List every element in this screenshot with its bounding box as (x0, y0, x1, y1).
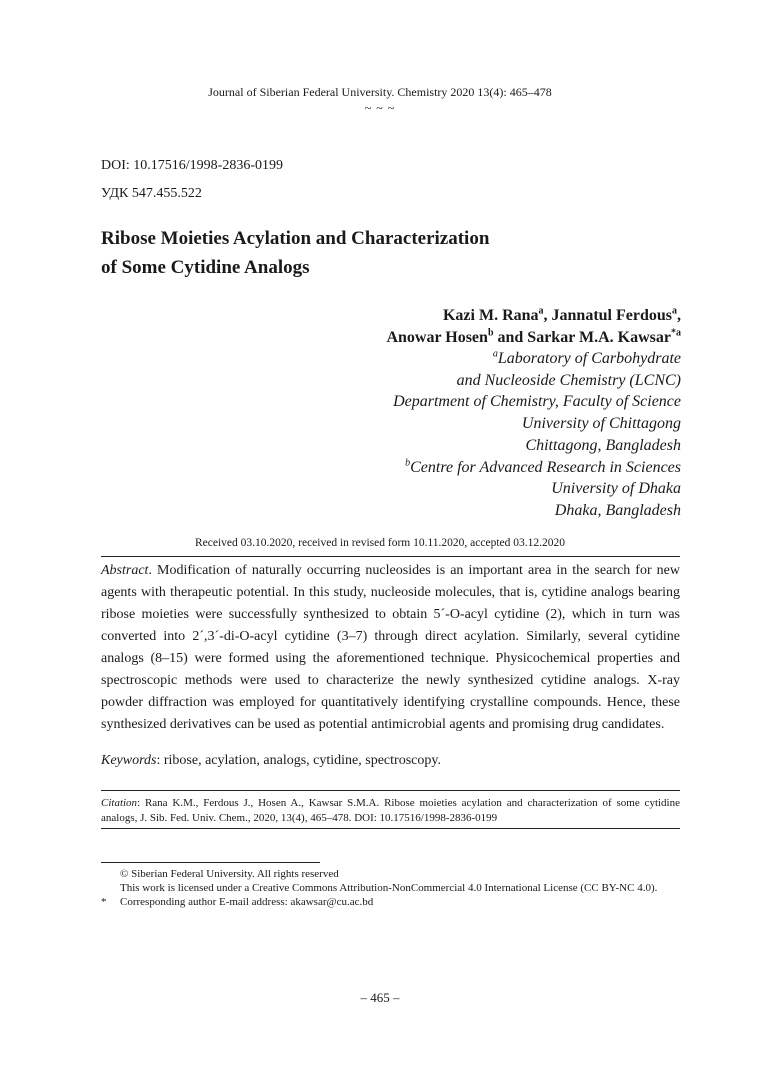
footnote-divider (101, 862, 320, 863)
keywords (101, 751, 680, 771)
title-line-2: of Some Cytidine Analogs (101, 257, 310, 278)
footnote-copyright: © Siberian Federal University. All rights reserved (120, 868, 339, 880)
author-name: Sarkar M.A. Kawsar (527, 329, 671, 346)
divider (101, 790, 680, 791)
article-title (101, 224, 489, 282)
citation-label: Citation (101, 797, 138, 809)
udc-code: УДК 547.455.522 (101, 186, 202, 201)
author-affil-mark: b (487, 327, 494, 339)
affil-mark: a (492, 348, 498, 360)
affil-a-line: and Nucleoside Chemistry (LCNC) (456, 371, 681, 389)
abstract-label: Abstract (101, 563, 149, 578)
affil-b-line (393, 457, 681, 479)
affil-text: Laboratory of Carbohydrate (497, 350, 681, 367)
authors-line-2 (386, 327, 681, 349)
author-affil-mark: *a (671, 327, 681, 339)
author-separator: , (543, 307, 552, 324)
affil-a-line (393, 348, 681, 370)
author-affil-mark: a (672, 305, 677, 317)
abstract (101, 560, 680, 736)
citation (101, 796, 680, 826)
author-name: Anowar Hosen (386, 329, 488, 346)
footnote-corresponding (101, 896, 701, 910)
author-name: Kazi M. Rana (442, 307, 539, 324)
received-dates: Received 03.10.2020, received in revised form 10.11.2020, accepted 03.12.2020 (194, 537, 566, 549)
author-list (386, 305, 681, 349)
author-separator: , (677, 307, 681, 324)
page-number: – 465 – (360, 990, 400, 1005)
footnote-license: This work is licensed under a Creative Commons Attribution-NonCommercial 4.0 International License (CC BY-NC 4.0). (120, 882, 658, 894)
keywords-label: Keywords (101, 753, 157, 768)
journal-header: Journal of Siberian Federal University. Chemistry 2020 13(4): 465–478 (208, 85, 552, 99)
affil-text: Centre for Advanced Research in Sciences (410, 458, 681, 476)
affil-a-line: Department of Chemistry, Faculty of Science (393, 393, 681, 411)
citation-text: : Rana K.M., Ferdous J., Hosen A., Kawsar S.M.A. Ribose moieties acylation and characterization of some cytidine analogs, J. Sib. Fed. Univ. Chem., 2020, 13(4), 465–478. DOI: 10.17516/1998-2836-0199 (101, 797, 680, 824)
affil-b-line: Dhaka, Bangladesh (554, 501, 681, 519)
affil-a-line: Chittagong, Bangladesh (525, 436, 681, 454)
affiliations (393, 348, 681, 522)
title-line-1: Ribose Moieties Acylation and Characterization (101, 228, 490, 249)
affil-mark: b (405, 457, 411, 469)
authors-line-1 (386, 305, 681, 327)
header-ornament: ~ ~ ~ (364, 101, 396, 115)
affil-b-line: University of Dhaka (551, 480, 681, 498)
divider (101, 556, 680, 557)
keywords-text: : ribose, acylation, analogs, cytidine, spectroscopy. (156, 753, 441, 768)
corresponding-text: Corresponding author E-mail address: akawsar@cu.ac.bd (120, 896, 374, 908)
author-affil-mark: a (538, 305, 544, 317)
doi: DOI: 10.17516/1998-2836-0199 (101, 158, 283, 173)
abstract-text: . Modification of naturally occurring nucleosides is an important area in the search for new agents with therapeutic potential. In this study, nucleoside molecules, that is, cytidine analogs bearing ribose moieties were successfully synthesized to obtain 5´-O-acyl cytidine (2), which in turn was converted into 2´,3´-di-O-acyl cytidine (3–7) through direct acylation. Similarly, several cytidine analogs (8–15) were formed using the aforementioned technique. Physicochemical properties and spectroscopic methods were used to characterize the newly synthesized cytidine analogs. X-ray powder diffraction was employed for quantitatively identifying crystalline compounds. Hence, these synthesized derivatives can be used as potential antimicrobial agents and promising drug candidates. (101, 563, 680, 732)
divider (101, 828, 680, 829)
affil-a-line: University of Chittagong (521, 415, 681, 433)
asterisk-mark: * (101, 896, 107, 908)
author-separator: and (493, 329, 528, 346)
author-name: Jannatul Ferdous (551, 307, 672, 324)
